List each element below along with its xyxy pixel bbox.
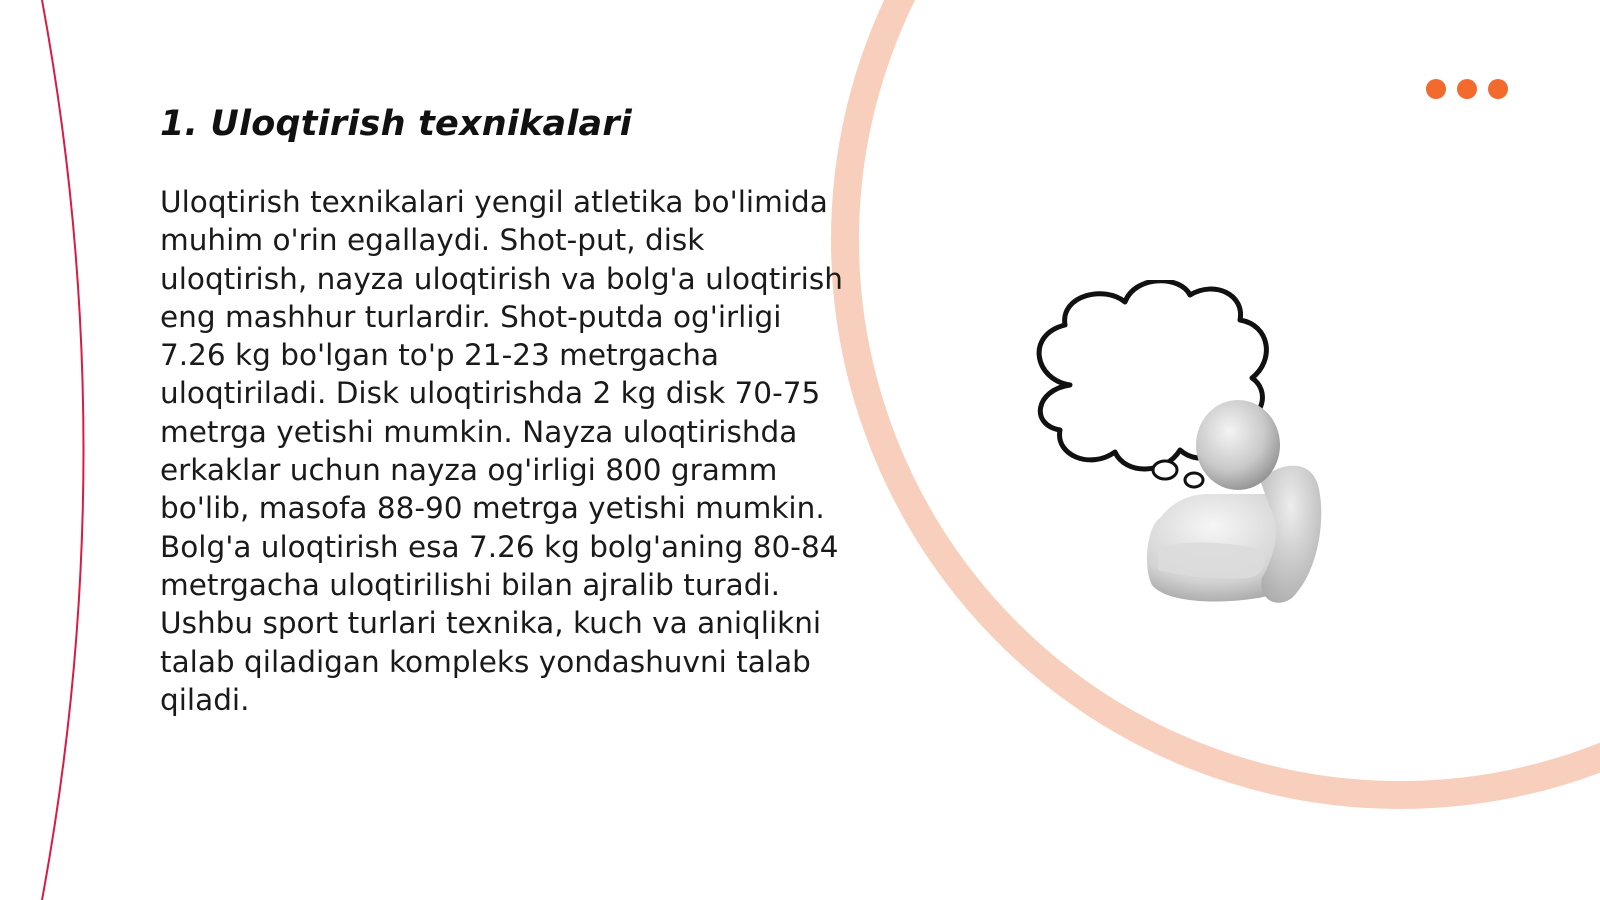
dot-icon [1488, 79, 1508, 99]
slide-title: 1. Uloqtirish texnikalari [160, 104, 632, 144]
more-dots-icon [1426, 79, 1508, 99]
body-paragraph: Uloqtirish texnikalari yengil atletika bo'limida muhim o'rin egallaydi. Shot-put, disk uloqtirish, nayza uloqtirish va bolg'a uloqtirish eng mashhur turlardir. Shot-putda og'irligi 7.26 kg bo'lgan to'p 21-23 metrgacha uloqtiriladi. Disk uloqtirishda 2 kg disk 70-75 metrga yetishi mumkin. Nayza uloqtirishda erkaklar uchun nayza og'irligi 800 gramm bo'lib, masofa 88-90 metrga yetishi mumkin. Bolg'a uloqtirish esa 7.26 kg bolg'aning 80-84 metrgacha uloqtirilishi bilan ajralib turadi. Ushbu sport turlari texnika, kuch va aniqlikni talab qiladigan kompleks yondashuvni talab qiladi. [160, 185, 843, 717]
left-red-curve [42, 0, 84, 900]
thinking-person-icon [1030, 280, 1350, 620]
dot-icon [1457, 79, 1477, 99]
dot-icon [1426, 79, 1446, 99]
